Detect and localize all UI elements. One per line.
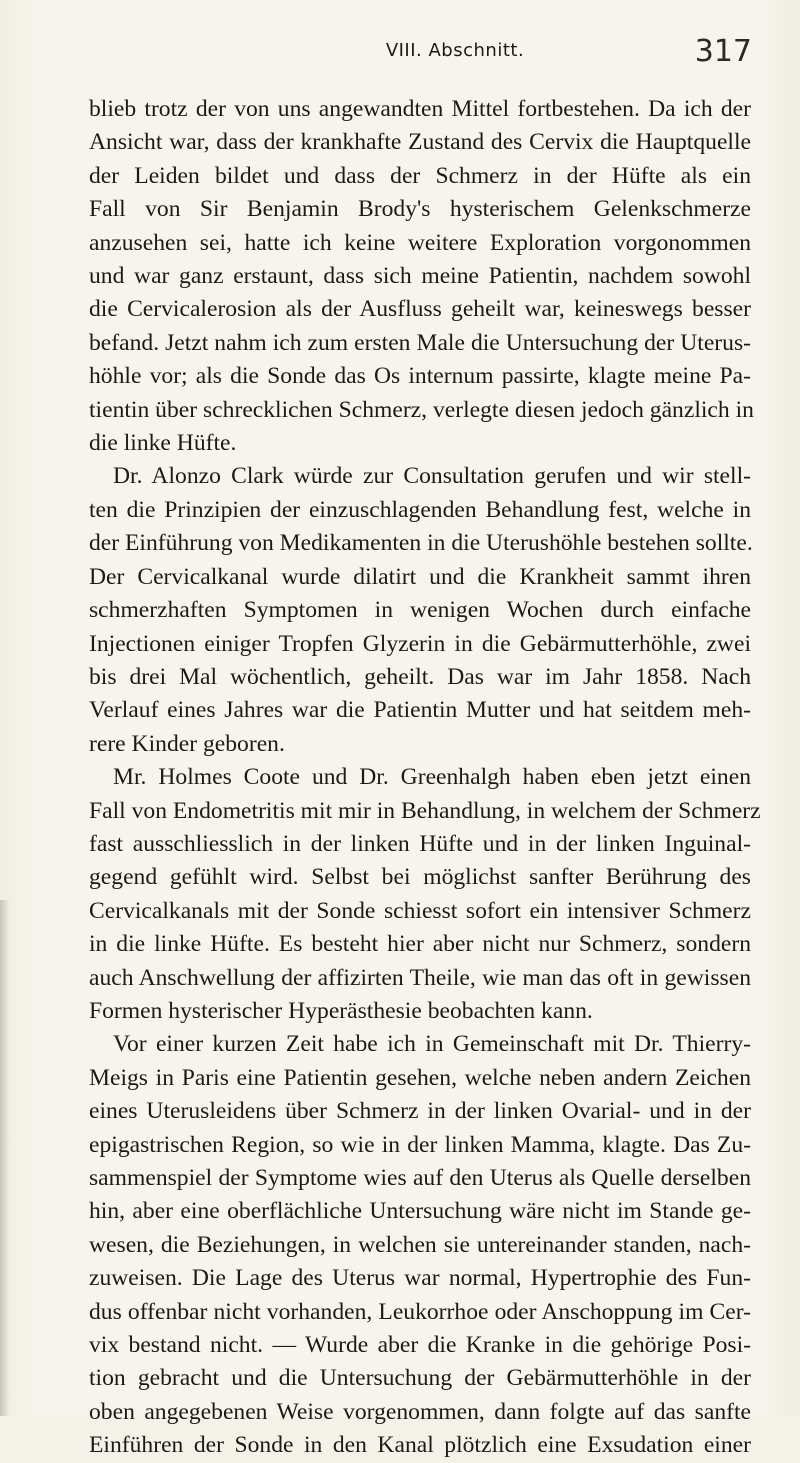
text-line: anzusehen sei, hatte ich keine weitere Exploration vorgonommen [89, 229, 751, 256]
page-number: 317 [694, 34, 752, 69]
text-line: Verlauf eines Jahres war die Patientin Mutter und hat seitdem meh- [89, 697, 751, 724]
text-line: Ansicht war, dass der krankhafte Zustand des Cervix die Hauptquelle [89, 129, 751, 156]
text-line: Einführen der Sonde in den Kanal plötzlich eine Exsudation einer [89, 1432, 751, 1459]
text-line: tientin über schrecklichen Schmerz, verlegte diesen jedoch gänzlich in [89, 396, 754, 423]
text-line: Fall von Endometritis mit mir in Behandlung, in welchem der Schmerz [89, 797, 761, 824]
text-line: Formen hysterischer Hyperästhesie beobachten kann. [89, 997, 593, 1024]
text-line: auch Anschwellung der affizirten Theile, wie man das oft in gewissen [89, 964, 751, 991]
text-line: tion gebracht und die Untersuchung der Gebärmutterhöhle in der [89, 1365, 751, 1392]
text-line: oben angegebenen Weise vorgenommen, dann folgte auf das sanfte [89, 1398, 751, 1425]
text-line: Injectionen einiger Tropfen Glyzerin in die Gebärmutterhöhle, zwei [89, 630, 751, 657]
text-line: zuweisen. Die Lage des Uterus war normal, Hypertrophie des Fun- [89, 1265, 751, 1292]
text-line: Fall von Sir Benjamin Brody's hysterischem Gelenkschmerze [89, 196, 751, 223]
running-header [90, 34, 760, 80]
text-line: rere Kinder geboren. [89, 730, 285, 757]
text-line: sammenspiel der Symptome wies auf den Uterus als Quelle derselben [89, 1165, 751, 1191]
text-line: dus offenbar nicht vorhanden, Leukorrhoe oder Anschoppung im Cer- [89, 1298, 751, 1325]
text-line: eines Uterusleidens über Schmerz in der linken Ovarial- und in der [89, 1098, 751, 1125]
text-line: wesen, die Beziehungen, in welchen sie untereinander standen, nach- [89, 1231, 751, 1258]
text-line: und war ganz erstaunt, dass sich meine Patientin, nachdem sowohl [89, 263, 751, 290]
text-line: der Einführung von Medikamenten in die Uterushöhle bestehen sollte. [89, 530, 753, 557]
text-line: die linke Hüfte. [89, 430, 237, 457]
text-line: der Leiden bildet und dass der Schmerz in der Hüfte als ein [89, 162, 751, 189]
section-title: VIII. Abschnitt. [385, 40, 525, 61]
text-line: schmerzhaften Symptomen in wenigen Wochen durch einfache [89, 597, 751, 624]
text-line: hin, aber eine oberflächliche Untersuchung wäre nicht im Stande ge- [89, 1198, 751, 1225]
text-line: die Cervicalerosion als der Ausfluss geheilt war, keineswegs besser [89, 296, 751, 323]
text-line: Meigs in Paris eine Patientin gesehen, welche neben andern Zeichen [89, 1064, 751, 1091]
gutter-shadow [0, 900, 10, 1416]
text-line: höhle vor; als die Sonde das Os internum passirte, klagte meine Pa- [89, 363, 751, 390]
text-line: ten die Prinzipien der einzuschlagenden Behandlung fest, welche in [89, 496, 751, 523]
text-line: gegend gefühlt wird. Selbst bei möglichst sanfter Berührung des [89, 864, 751, 891]
text-line: vix bestand nicht. — Wurde aber die Kranke in die gehörige Posi- [89, 1332, 751, 1359]
text-line: fast ausschliesslich in der linken Hüfte und in der linken Inguinal- [89, 830, 751, 857]
text-line: bis drei Mal wöchentlich, geheilt. Das war im Jahr 1858. Nach [89, 663, 751, 690]
text-line: Vor einer kurzen Zeit habe ich in Gemeinschaft mit Dr. Thierry- [113, 1031, 751, 1058]
body-text [89, 93, 761, 1463]
text-line: Cervicalkanals mit der Sonde schiesst sofort ein intensiver Schmerz [89, 897, 751, 924]
text-line: befand. Jetzt nahm ich zum ersten Male die Untersuchung der Uterus- [89, 329, 751, 356]
text-line: Mr. Holmes Coote und Dr. Greenhalgh haben eben jetzt einen [113, 764, 751, 791]
text-line: epigastrischen Region, so wie in der linken Mamma, klagte. Das Zu- [89, 1131, 751, 1158]
text-line: Dr. Alonzo Clark würde zur Consultation gerufen und wir stell- [113, 463, 751, 490]
text-line: Der Cervicalkanal wurde dilatirt und die Krankheit sammt ihren [89, 563, 751, 590]
text-line: in die linke Hüfte. Es besteht hier aber nicht nur Schmerz, sondern [89, 931, 751, 958]
text-line: blieb trotz der von uns angewandten Mittel fortbestehen. Da ich der [89, 96, 751, 122]
